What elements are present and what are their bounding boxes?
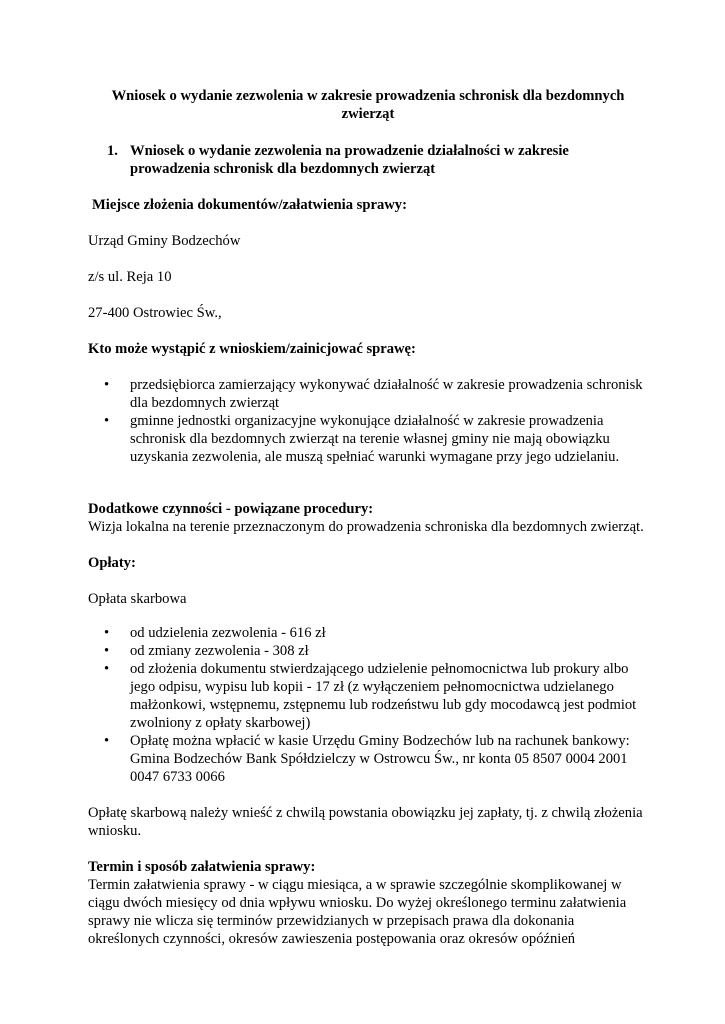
extra-text: Wizja lokalna na terenie przeznaczonym do prowadzenia schroniska dla bezdomnych zwierząt.: [88, 519, 644, 535]
bullet-icon: •: [104, 643, 110, 659]
list-item: • od udzielenia zezwolenia - 616 zł: [104, 625, 326, 641]
bullet-icon: •: [104, 413, 110, 429]
term-heading: Termin i sposób załatwienia sprawy:: [88, 859, 316, 875]
who-list: [88, 376, 648, 466]
office-street: z/s ul. Reja 10: [88, 269, 172, 285]
place-heading: Miejsce złożenia dokumentów/załatwienia sprawy:: [92, 197, 407, 213]
office-city: 27-400 Ostrowiec Św.,: [88, 305, 222, 321]
fees-note: Opłatę skarbową należy wnieść z chwilą powstania obowiązku jej zapłaty, tj. z chwilą złożenia wniosku.: [88, 805, 643, 839]
fees-subheading: Opłata skarbowa: [88, 591, 187, 607]
numbered-item-text: Wniosek o wydanie zezwolenia na prowadzenie działalności w zakresie prowadzenia schronisk dla bezdomnych zwierząt: [130, 143, 569, 177]
bullet-icon: •: [104, 625, 110, 641]
fees-heading: Opłaty:: [88, 555, 136, 571]
list-item: • przedsiębiorca zamierzający wykonywać działalność w zakresie prowadzenia schronisk dla bezdomnych zwierząt: [104, 377, 643, 411]
list-item: • gminne jednostki organizacyjne wykonujące działalność w zakresie prowadzenia schronisk dla bezdomnych zwierząt na terenie własnej gminy nie mają obowiązku uzyskania zezwolenia, ale muszą spełniać warunki wymagane przy jego udzielaniu.: [104, 413, 620, 465]
fees-list: [88, 624, 648, 786]
document-page: [88, 82, 648, 948]
list-item: • od złożenia dokumentu stwierdzającego udzielenie pełnomocnictwa lub prokury albo jego odpisu, wypisu lub kopii - 17 zł (z wyłączeniem pełnomocnictwa udzielanego małżonkowi, wstępnemu, zstępnemu lub rodzeństwu lub gdy mocodawcą jest podmiot zwolniony z opłaty skarbowej): [104, 661, 637, 731]
document-title: Wniosek o wydanie zezwolenia w zakresie prowadzenia schronisk dla bezdomnych zwierząt: [111, 88, 625, 122]
bullet-icon: •: [104, 661, 110, 677]
list-item: • od zmiany zezwolenia - 308 zł: [104, 643, 309, 659]
extra-heading: Dodatkowe czynności - powiązane procedury:: [88, 501, 374, 517]
bullet-icon: •: [104, 377, 110, 393]
term-text: Termin załatwienia sprawy - w ciągu miesiąca, a w sprawie szczególnie skomplikowanej w ciągu dwóch miesięcy od dnia wpływu wniosku. Do wyżej określonego terminu załatwienia sprawy nie wlicza się terminów przewidzianych w przepisach prawa dla dokonania określonych czynności, okresów zawieszenia postępowania oraz okresów opóźnień: [88, 877, 627, 947]
numbered-item: [88, 142, 648, 178]
office-name: Urząd Gminy Bodzechów: [88, 233, 241, 249]
bullet-icon: •: [104, 733, 110, 749]
list-item: • Opłatę można wpłacić w kasie Urzędu Gminy Bodzechów lub na rachunek bankowy: Gmina Bodzechów Bank Spółdzielczy w Ostrowcu Św., nr konta 05 8507 0004 2001 0047 6733 0066: [104, 733, 630, 785]
numbered-list: [88, 142, 648, 178]
item-number: 1.: [107, 143, 118, 159]
who-heading: Kto może wystąpić z wnioskiem/zainicjować sprawę:: [88, 341, 416, 357]
